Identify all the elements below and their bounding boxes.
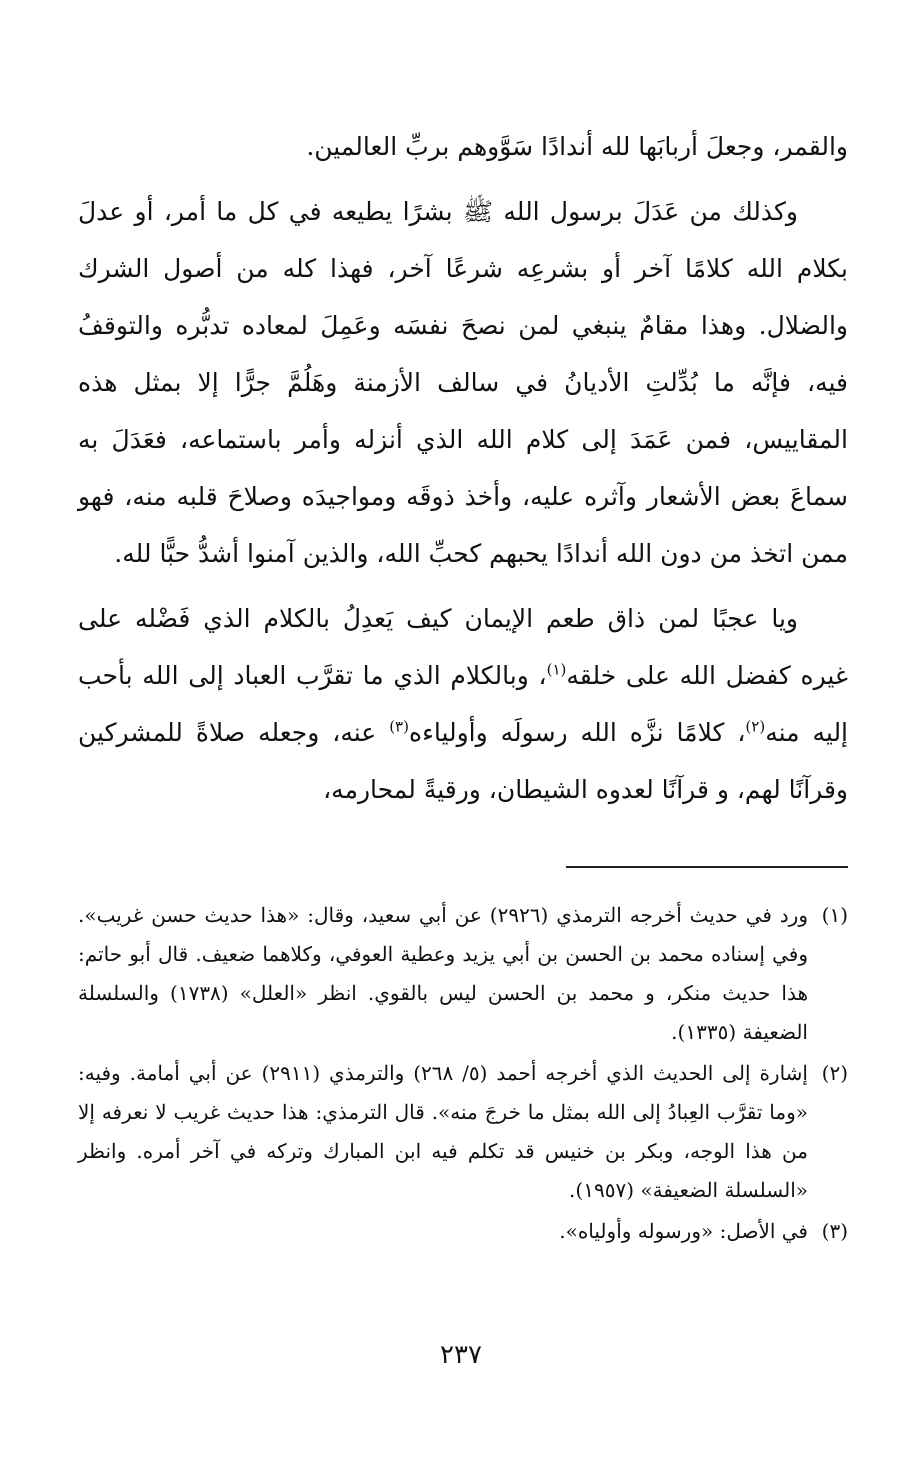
page-number: ٢٣٧ (440, 1340, 482, 1370)
paragraph-3 (78, 590, 848, 818)
paragraph-2: وكذلك من عَدَلَ برسول الله ﷺ بشرًا يطيعه في كل ما أمر، أو عدلَ بكلام الله كلامًا آخر أو بشرعِه شرعًا آخر، فهذا كله من أصول الشرك والضلال. وهذا مقامٌ ينبغي لمن نصحَ نفسَه وعَمِلَ لمعاده تدبُّره والتوقفُ فيه، فإنَّه ما بُدِّلتِ الأديانُ في سالف الأزمنة وهَلُمَّ جرًّا إلا بمثل هذه المقاييس، فمن عَمَدَ إلى كلام الله الذي أنزله وأمر باستماعه، فعَدَلَ به سماعَ بعض الأشعار وآثره عليه، وأخذ ذوقَه ومواجيدَه وصلاحَ قلبه منه، فهو ممن اتخذ من دون الله أندادًا يحبهم كحبِّ الله، والذين آمنوا أشدُّ حبًّا لله. (78, 197, 848, 568)
footnote-divider (566, 866, 848, 868)
paragraph-3-part-4: عنه، وجعله صلاةً للمشركين وقرآنًا لهم، و قرآنًا لعدوه الشيطان، ورقيةً لمحارمه، (78, 718, 848, 804)
footnote-ref-1: (١) (546, 660, 567, 679)
footnote-3-number: (٣) (821, 1219, 848, 1243)
footnote-ref-2: (٢) (745, 717, 766, 736)
paragraph-1: والقمر، وجعلَ أربابَها لله أندادًا سَوَّوهم بربِّ العالمين. (306, 132, 848, 161)
footnotes (78, 896, 848, 1253)
paragraph-3-part-1: ويا عجبًا لمن ذاق طعم الإيمان كيف يَعدِلُ بالكلام الذي فَضْله على غيره كفضل الله على خلقه (78, 604, 849, 690)
footnote-1-text: ورد في حديث أخرجه الترمذي (٢٩٢٦) عن أبي سعيد، وقال: «هذا حديث حسن غريب». وفي إسناده محمد بن الحسن بن أبي يزيد وعطية العوفي، وكلاهما ضعيف. قال أبو حاتم: هذا حديث منكر، و محمد بن الحسن ليس بالقوي. انظر «العلل» (١٧٣٨) والسلسلة الضعيفة (١٣٣٥). (78, 903, 808, 1044)
footnote-2-text: إشارة إلى الحديث الذي أخرجه أحمد (٥/ ٢٦٨) والترمذي (٢٩١١) عن أبي أمامة. وفيه: «وما تقرَّب العِبادُ إلى الله بمثل ما خرجَ منه». قال الترمذي: هذا حديث غريب لا نعرفه إلا من هذا الوجه، وبكر بن خنيس قد تكلم فيه ابن المبارك وتركه في آخر أمره. وانظر «السلسلة الضعيفة» (١٩٥٧). (78, 1061, 808, 1202)
footnote-2-number: (٢) (821, 1061, 848, 1085)
footnote-2 (78, 1054, 848, 1210)
main-text (78, 118, 848, 818)
footnote-3-text: في الأصل: «ورسوله وأولياه». (559, 1219, 808, 1243)
paragraph-3-part-2: ، وبالكلام الذي ما تقرَّب العباد إلى الله بأحب إليه منه (78, 661, 849, 747)
paragraph-3-part-3: ، كلامًا نزَّه الله رسولَه وأولياءه (408, 718, 746, 747)
footnote-3 (78, 1212, 848, 1251)
footnote-1-number: (١) (821, 903, 848, 927)
footnote-ref-3: (٣) (389, 717, 409, 736)
footnote-1 (78, 896, 848, 1052)
